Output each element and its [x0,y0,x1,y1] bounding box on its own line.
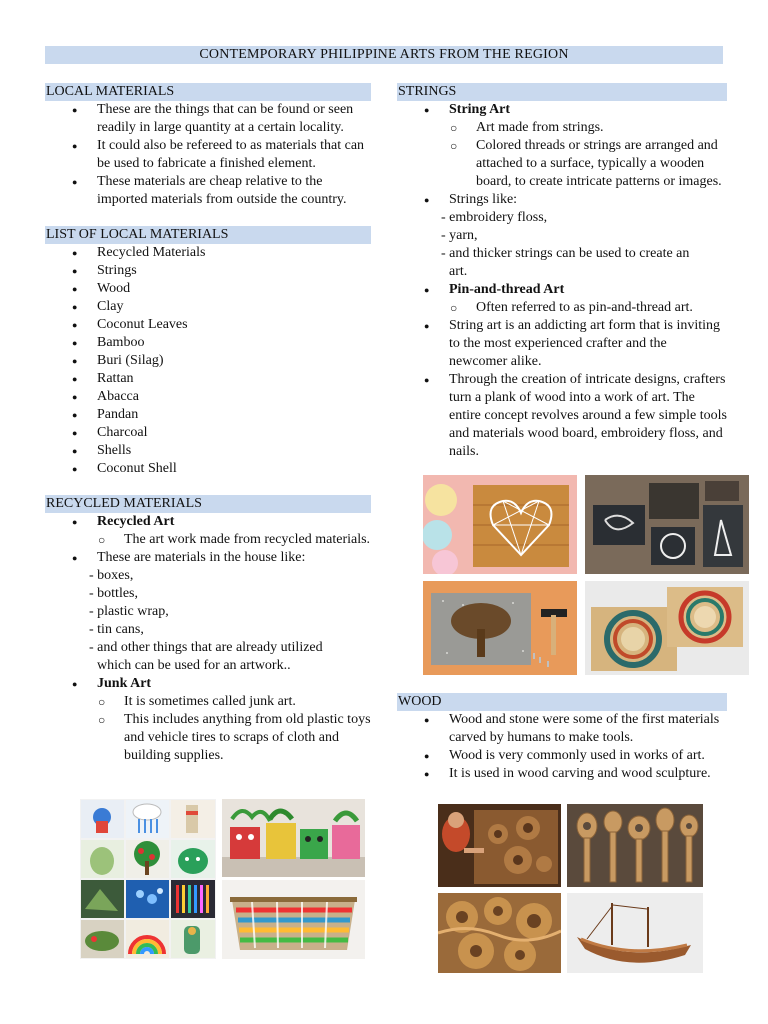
material-item: ● Shells [45,442,371,460]
woven-wrapper-basket-image [222,880,365,959]
pin-thread-sub: ○ Often referred to as pin-and-thread art. [397,299,727,317]
local-bullet-3: ● These materials are cheap relative to the imported materials from outside the country. [45,173,371,209]
string-type-item: - and thicker strings can be used to create an [441,246,690,261]
list-local-materials-heading: LIST OF LOCAL MATERIALS [45,226,371,244]
house-item: - tin cans, [89,622,144,637]
wood-list [397,711,727,783]
wood-bullet-1: ● Wood and stone were some of the first materials carved by humans to make tools. [397,711,727,747]
wooden-boat-sculpture-image [567,893,703,973]
page-title: CONTEMPORARY PHILIPPINE ARTS FROM THE REGION [45,46,723,64]
wood-heading: WOOD [397,693,727,711]
local-bullet-1: ● These are the things that can be found or seen readily in large quantity at a certain locality. [45,101,371,137]
local-materials-heading: LOCAL MATERIALS [45,83,371,101]
string-art-sub-2: ○ Colored threads or strings are arranged and attached to a surface, typically a wooden board, to create intricate patterns or images. [397,137,727,191]
string-art-sub-1: ○ Art made from strings. [397,119,727,137]
material-item: ● Wood [45,280,371,298]
junk-art-list [45,675,371,765]
house-item: - and other things that are already utilized [89,640,323,655]
pin-thread-title: ● Pin-and-thread Art [397,281,727,299]
string-bullet-2: ● Through the creation of intricate designs, crafters turn a plank of wood into a work of art. The entire concept revolves around a few simple tools and materials wood board, embroidery floss, and nails. [397,371,727,461]
local-materials-list [45,101,371,209]
carved-wooden-spoons-image [567,804,703,887]
string-art-title: ● String Art [397,101,727,119]
wood-bullet-2: ● Wood is very commonly used in works of art. [397,747,727,765]
house-item: - plastic wrap, [89,604,169,619]
material-item: ● Recycled Materials [45,244,371,262]
recycled-art-title: ● Recycled Art [45,513,371,531]
material-item: ● Abacca [45,388,371,406]
wood-bullet-3: ● It is used in wood carving and wood sculpture. [397,765,727,783]
tree-string-art-image [423,581,577,675]
pin-thread-list [397,281,727,461]
local-bullet-2: ● It could also be refereed to as materials that can be used to fabricate a finished element. [45,137,371,173]
material-item: ● Pandan [45,406,371,424]
material-item: ● Rattan [45,370,371,388]
strings-like-intro: ● Strings like: [397,191,727,209]
heart-string-art-image [423,475,577,574]
string-type-item: - yarn, [441,228,478,243]
recycled-materials-heading: RECYCLED MATERIALS [45,495,371,513]
local-materials-items [45,244,371,478]
junk-art-sub-1: ○ It is sometimes called junk art. [45,693,371,711]
dark-string-art-boards-image [585,475,749,574]
woodcarver-working-image [438,804,561,887]
junk-art-sub-2: ○ This includes anything from old plastic toys and vehicle tires to scraps of cloth and building supplies. [45,711,371,765]
strings-heading: STRINGS [397,83,727,101]
house-item: - bottles, [89,586,138,601]
house-item: - boxes, [89,568,134,583]
material-item: ● Coconut Shell [45,460,371,478]
ornate-wood-sculpture-image [438,893,561,973]
right-column [397,83,727,461]
house-materials-intro: ● These are materials in the house like: [45,549,371,567]
string-bullet-1: ● String art is an addicting art form that is inviting to the most experienced crafter and the newcomer alike. [397,317,727,371]
material-item: ● Buri (Silag) [45,352,371,370]
recycled-art-desc: ○ The art work made from recycled materials. [45,531,371,549]
material-item: ● Strings [45,262,371,280]
string-type-item: - embroidery floss, [441,210,548,225]
circular-string-art-image [585,581,749,675]
string-type-continuation: art. [449,264,468,279]
recycled-planters-image [222,799,365,877]
recycled-list [45,513,371,567]
recycled-crafts-collage-image [80,799,216,959]
wood-section [397,693,727,783]
house-item-continuation: which can be used for an artwork.. [97,658,291,673]
left-column [45,83,371,765]
junk-art-title: ● Junk Art [45,675,371,693]
material-item: ● Coconut Leaves [45,316,371,334]
material-item: ● Charcoal [45,424,371,442]
material-item: ● Bamboo [45,334,371,352]
material-item: ● Clay [45,298,371,316]
strings-list [397,101,727,209]
